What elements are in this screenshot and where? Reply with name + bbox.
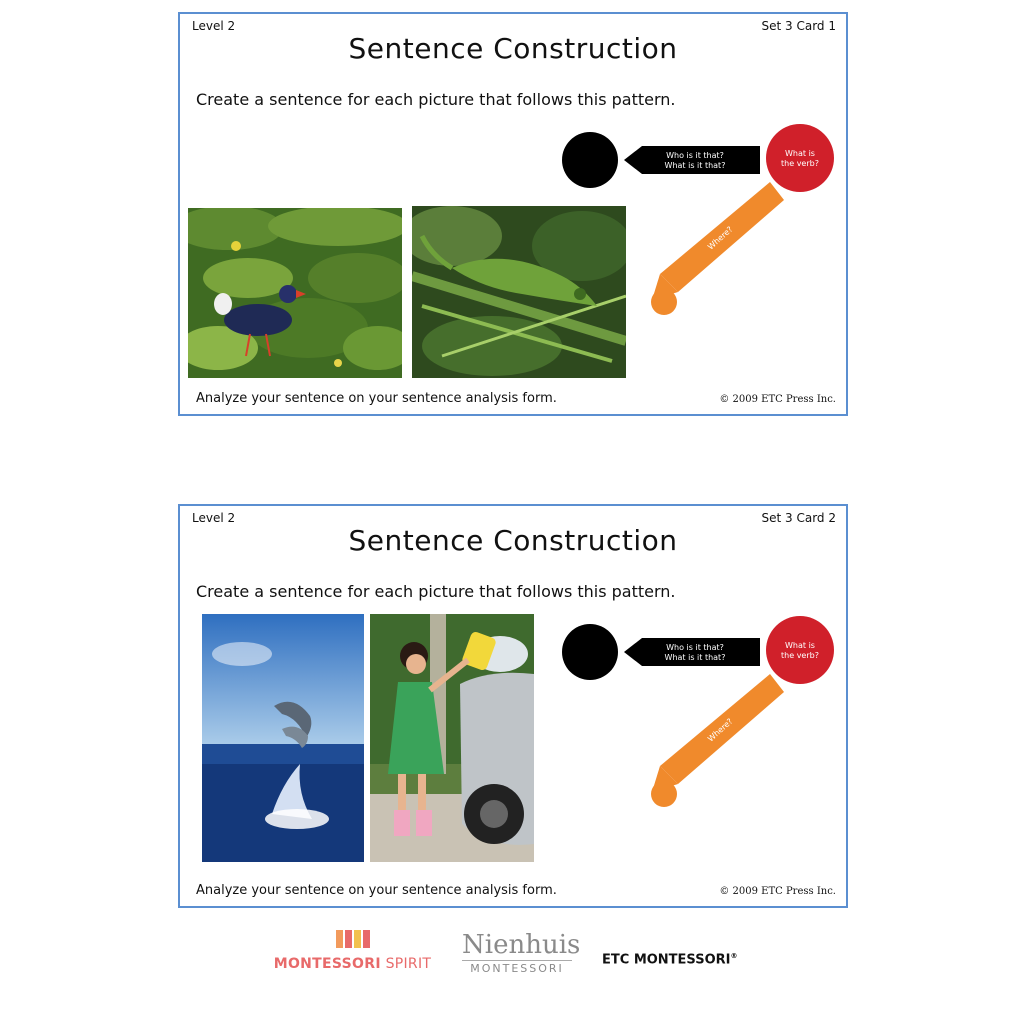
sentence-pattern-diagram xyxy=(560,616,850,816)
montessori-spirit-bold: MONTESSORI xyxy=(273,956,381,972)
set-card-label: Set 3 Card 1 xyxy=(761,19,836,33)
montessori-spirit-light: SPIRIT xyxy=(380,956,432,972)
montessori-spirit-logo xyxy=(265,928,440,972)
nienhuis-name: Nienhuis xyxy=(462,930,581,960)
verb-question-2: the verb? xyxy=(781,651,819,660)
subject-question-2: What is it that? xyxy=(664,653,726,662)
card-title: Sentence Construction xyxy=(348,32,678,65)
verb-question-1: What is xyxy=(785,149,815,158)
instruction-text: Create a sentence for each picture that follows this pattern. xyxy=(196,90,676,109)
montessori-spirit-mark-icon xyxy=(336,928,370,950)
bird-photo xyxy=(188,208,402,378)
card-1 xyxy=(178,12,848,416)
car-wash-photo xyxy=(370,614,534,862)
copyright: © 2009 ETC Press Inc. xyxy=(719,886,836,897)
registered-mark: ® xyxy=(730,952,738,960)
copyright: © 2009 ETC Press Inc. xyxy=(719,394,836,405)
etc-montessori-text: ETC MONTESSORI xyxy=(602,952,731,968)
footer-text: Analyze your sentence on your sentence analysis form. xyxy=(196,391,557,406)
level-label: Level 2 xyxy=(192,19,236,33)
nienhuis-logo xyxy=(462,930,581,975)
dolphin-photo xyxy=(202,614,364,862)
verb-question-1: What is xyxy=(785,641,815,650)
level-label: Level 2 xyxy=(192,511,236,525)
etc-montessori-logo xyxy=(602,952,737,967)
adverbial-circle xyxy=(651,781,677,807)
adverbial-circle xyxy=(651,289,677,315)
sentence-pattern-diagram xyxy=(560,124,850,324)
instruction-text: Create a sentence for each picture that follows this pattern. xyxy=(196,582,676,601)
nienhuis-sub: MONTESSORI xyxy=(462,960,572,975)
footer-text: Analyze your sentence on your sentence analysis form. xyxy=(196,883,557,898)
subject-question-1: Who is it that? xyxy=(666,643,724,652)
card-title: Sentence Construction xyxy=(348,524,678,557)
subject-question-2: What is it that? xyxy=(664,161,726,170)
verb-question-2: the verb? xyxy=(781,159,819,168)
card-2 xyxy=(178,504,848,908)
verb-circle xyxy=(766,124,834,192)
subject-circle xyxy=(562,132,618,188)
subject-question-1: Who is it that? xyxy=(666,151,724,160)
verb-circle xyxy=(766,616,834,684)
subject-circle xyxy=(562,624,618,680)
set-card-label: Set 3 Card 2 xyxy=(761,511,836,525)
where-question: Where? xyxy=(706,224,735,252)
brand-logos xyxy=(0,928,1024,988)
where-question: Where? xyxy=(706,716,735,744)
